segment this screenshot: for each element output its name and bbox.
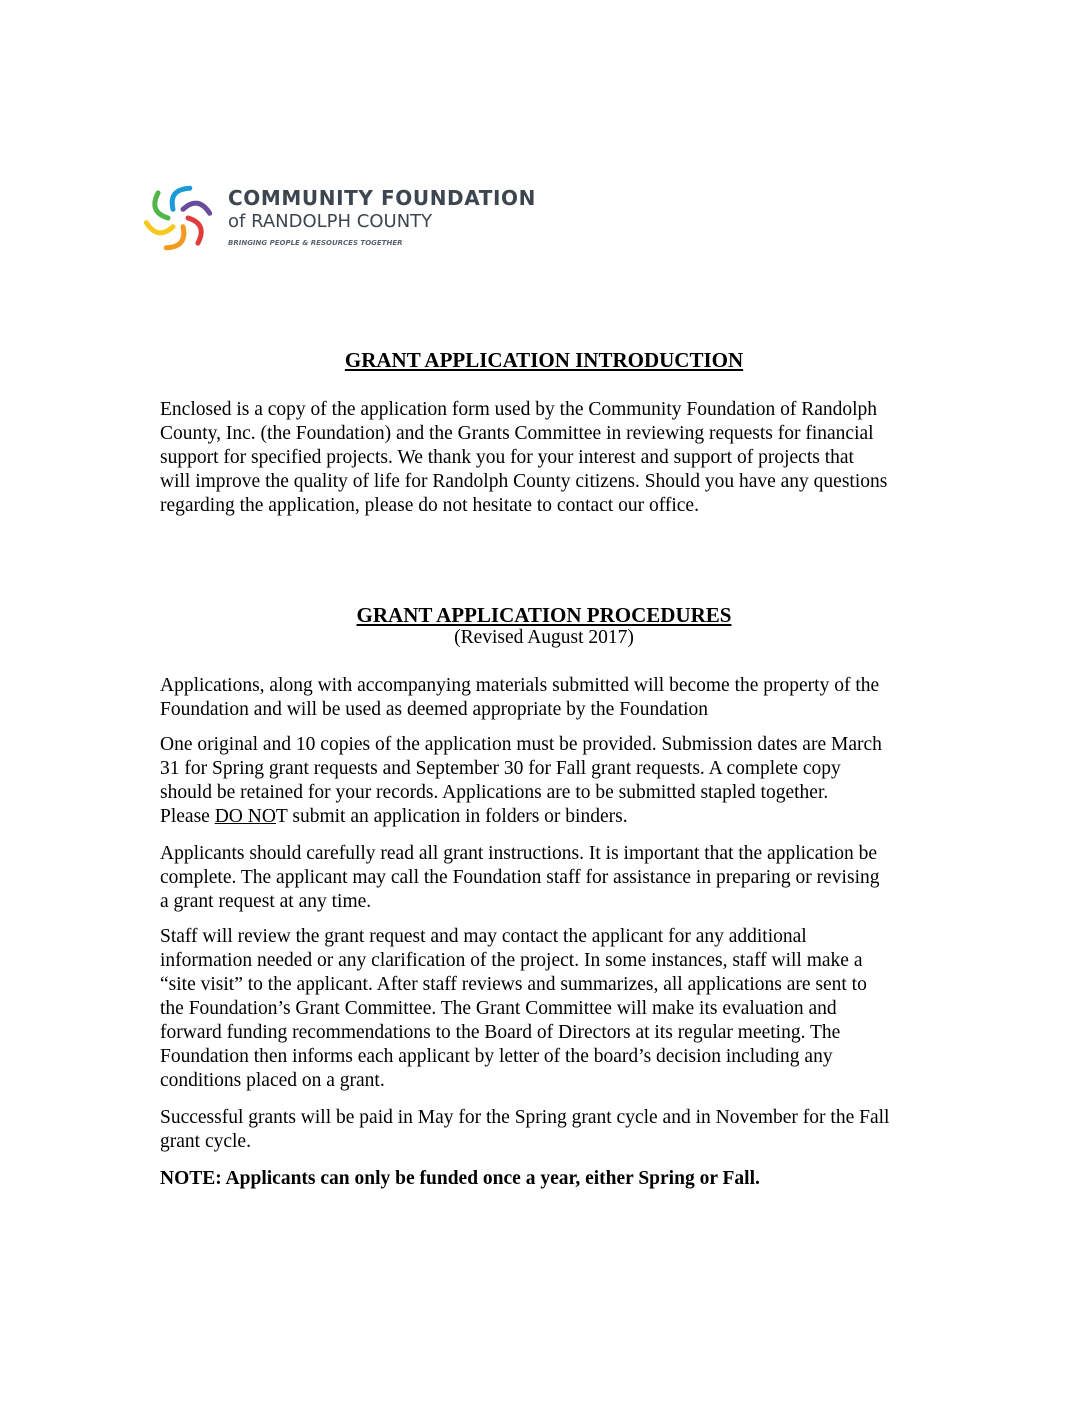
intro-heading: GRANT APPLICATION INTRODUCTION [344,348,744,372]
intro-line: Enclosed is a copy of the application form used by the Community Foundation of Randolph [160,399,878,420]
procedures-paragraph-payment [160,1106,960,1154]
text-segment: T submit an application in folders or binders. [275,806,628,827]
logo-swirl [155,193,168,218]
paragraph-line: conditions placed on a grant. [160,1070,385,1091]
text-segment: Please [160,806,215,827]
paragraph-line: One original and 10 copies of the application must be provided. Submission dates are March [160,734,882,755]
procedures-paragraph-submission [160,733,960,829]
pinwheel-logo-icon [138,178,214,254]
paragraph-line: should be retained for your records. Applications are to be submitted stapled together. [160,782,829,803]
intro-line: County, Inc. (the Foundation) and the Grants Committee in reviewing requests for financial [160,423,874,444]
logo-organization-county: of RANDOLPH COUNTY [228,211,433,232]
logo-swirl [146,223,173,233]
logo-swirl [183,203,210,213]
foundation-logo [138,178,558,258]
underlined-emphasis: DO NO [214,806,276,827]
procedures-paragraph-instructions [160,842,960,914]
paragraph-line: Foundation then informs each applicant by letter of the board’s decision including any [160,1046,833,1067]
paragraph-line: grant cycle. [160,1131,251,1152]
paragraph-line [160,805,960,829]
intro-paragraph [160,398,960,518]
paragraph-line: Foundation and will be used as deemed appropriate by the Foundation [160,699,709,720]
paragraph-line: complete. The applicant may call the Foundation staff for assistance in preparing or revising [160,867,880,888]
intro-line: will improve the quality of life for Randolph County citizens. Should you have any questions [160,471,888,492]
paragraph-line: a grant request at any time. [160,891,372,912]
procedures-paragraph-review [160,925,960,1093]
paragraph-line: Staff will review the grant request and may contact the applicant for any additional [160,926,807,947]
procedures-paragraph-property [160,674,960,722]
paragraph-line: information needed or any clarification of the project. In some instances, staff will make a [160,950,863,971]
logo-organization-name: COMMUNITY FOUNDATION [228,186,536,210]
paragraph-line: “site visit” to the applicant. After staff reviews and summarizes, all applications are sent to [160,974,867,995]
logo-swirl [188,218,201,243]
procedures-revised-date: (Revised August 2017) [454,627,634,648]
paragraph-line: forward funding recommendations to the Board of Directors at its regular meeting. The [160,1022,841,1043]
logo-tagline: BRINGING PEOPLE & RESOURCES TOGETHER [228,239,403,247]
procedures-heading: GRANT APPLICATION PROCEDURES [356,603,732,627]
funding-note: NOTE: Applicants can only be funded once a year, either Spring or Fall. [160,1168,760,1189]
intro-line: regarding the application, please do not hesitate to contact our office. [160,495,699,516]
paragraph-line: the Foundation’s Grant Committee. The Grant Committee will make its evaluation and [160,998,837,1019]
paragraph-line: 31 for Spring grant requests and September 30 for Fall grant requests. A complete copy [160,758,841,779]
paragraph-line: Applications, along with accompanying materials submitted will become the property of the [160,675,880,696]
intro-line: support for specified projects. We thank you for your interest and support of projects that [160,447,854,468]
paragraph-line: Successful grants will be paid in May for the Spring grant cycle and in November for the Fall [160,1107,890,1128]
paragraph-line: Applicants should carefully read all grant instructions. It is important that the application be [160,843,877,864]
